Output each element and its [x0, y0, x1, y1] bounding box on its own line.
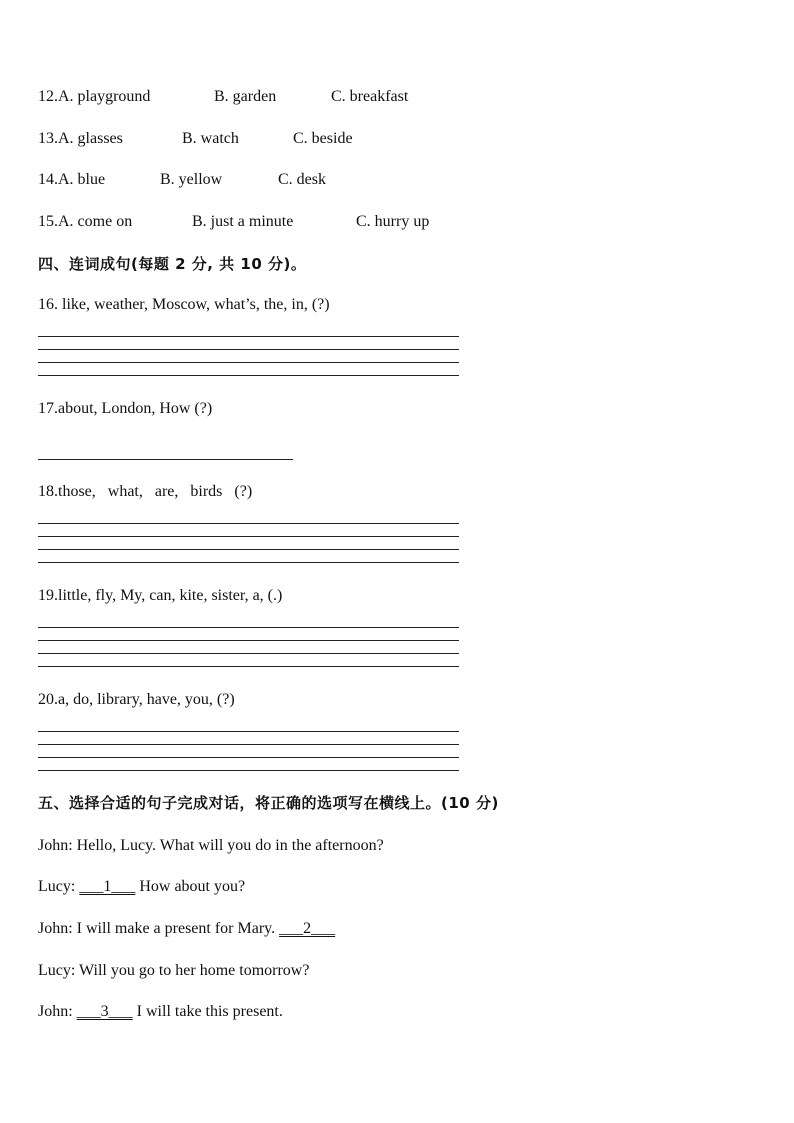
- dialogue-line: [38, 961, 309, 981]
- dialogue-line: [38, 836, 384, 856]
- option-a: A. come on: [58, 213, 133, 230]
- answer-line[interactable]: [38, 757, 459, 758]
- option-b: B. garden: [214, 88, 277, 105]
- question-text: about, London, How (?): [58, 400, 213, 417]
- question-text: those, what, are, birds (?): [58, 483, 253, 500]
- answer-line[interactable]: [38, 459, 293, 460]
- question-number: 12.: [38, 88, 58, 105]
- question-number: 15.: [38, 213, 58, 230]
- question-16: [38, 295, 330, 315]
- answer-line[interactable]: [38, 744, 459, 745]
- question-number: 16.: [38, 296, 58, 313]
- answer-line[interactable]: [38, 336, 459, 337]
- answer-line[interactable]: [38, 640, 459, 641]
- option-c: C. hurry up: [356, 213, 430, 230]
- answer-blank-3[interactable]: ___3___: [76, 1003, 133, 1020]
- answer-line[interactable]: [38, 562, 459, 563]
- dialogue-text: I will take this present.: [132, 1003, 283, 1020]
- answer-line[interactable]: [38, 536, 459, 537]
- question-number: 18.: [38, 483, 58, 500]
- option-c: C. breakfast: [331, 88, 409, 105]
- dialogue-line: [38, 919, 335, 939]
- question-12: [38, 87, 409, 107]
- question-20: [38, 690, 235, 710]
- question-number: 14.: [38, 171, 58, 188]
- answer-line[interactable]: [38, 627, 459, 628]
- question-number: 13.: [38, 130, 58, 147]
- question-text: like, weather, Moscow, what’s, the, in, (?): [58, 296, 330, 313]
- question-number: 20.: [38, 691, 58, 708]
- question-19: [38, 586, 282, 606]
- answer-line[interactable]: [38, 770, 459, 771]
- dialogue-text: John:: [38, 1003, 77, 1020]
- question-text: a, do, library, have, you, (?): [58, 691, 235, 708]
- answer-line[interactable]: [38, 549, 459, 550]
- question-15: [38, 212, 430, 232]
- option-a: A. blue: [58, 171, 106, 188]
- dialogue-text: How about you?: [135, 878, 246, 895]
- answer-line[interactable]: [38, 731, 459, 732]
- option-c: C. beside: [293, 130, 353, 147]
- answer-line[interactable]: [38, 349, 459, 350]
- option-a: A. playground: [58, 88, 151, 105]
- dialogue-text: Lucy: Will you go to her home tomorrow?: [38, 962, 310, 979]
- question-13: [38, 129, 353, 149]
- dialogue-text: John: I will make a present for Mary.: [38, 920, 280, 937]
- option-c: C. desk: [278, 171, 326, 188]
- dialogue-line: [38, 877, 245, 897]
- section-5-heading: 五、选择合适的句子完成对话，将正确的选项写在横线上。(10 分): [38, 794, 499, 812]
- answer-line[interactable]: [38, 653, 459, 654]
- option-b: B. yellow: [160, 171, 223, 188]
- question-17: [38, 399, 212, 419]
- answer-line[interactable]: [38, 523, 459, 524]
- answer-blank-2[interactable]: ___2___: [279, 920, 336, 937]
- section-4-heading: 四、连词成句(每题 2 分, 共 10 分)。: [38, 255, 307, 273]
- answer-blank-1[interactable]: ___1___: [79, 878, 136, 895]
- question-text: little, fly, My, can, kite, sister, a, (.): [58, 587, 283, 604]
- option-b: B. just a minute: [192, 213, 294, 230]
- dialogue-line: [38, 1002, 283, 1022]
- answer-line[interactable]: [38, 666, 459, 667]
- answer-line[interactable]: [38, 362, 459, 363]
- question-number: 19.: [38, 587, 58, 604]
- option-b: B. watch: [182, 130, 239, 147]
- answer-line[interactable]: [38, 375, 459, 376]
- question-14: [38, 170, 326, 190]
- question-18: [38, 482, 252, 502]
- question-number: 17.: [38, 400, 58, 417]
- dialogue-text: Lucy:: [38, 878, 80, 895]
- option-a: A. glasses: [58, 130, 123, 147]
- dialogue-text: John: Hello, Lucy. What will you do in the afternoon?: [38, 837, 384, 854]
